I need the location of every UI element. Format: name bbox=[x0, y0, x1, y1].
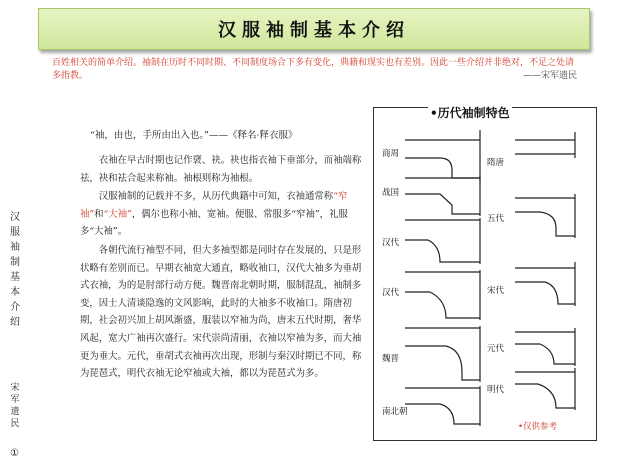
intro-body: 百姓相关的简单介绍。袖制在历时不同时期、不同制度场合下多有变化，典籍和现实也有差别。因此一些介绍并非绝对，不足之处请多指教。 bbox=[52, 58, 575, 81]
panel-title: •历代袖制特色 bbox=[430, 106, 510, 120]
sleeve-nanbeichao bbox=[405, 386, 480, 426]
sleeve-shangzhou bbox=[405, 130, 480, 182]
label-mingdai: 明代 bbox=[487, 385, 505, 395]
sleeve-weijin bbox=[405, 326, 480, 382]
label-shangzhou: 商周 bbox=[382, 149, 400, 159]
sleeve-songdai bbox=[515, 262, 575, 306]
label-handai-2: 汉代 bbox=[382, 288, 400, 298]
page-title: 汉服袖制基本介绍 bbox=[218, 20, 410, 41]
sleeve-handai-1 bbox=[405, 218, 480, 264]
sleeve-wudai bbox=[515, 194, 575, 238]
label-suitang: 隋唐 bbox=[487, 158, 505, 168]
sleeve-yuandai bbox=[515, 328, 575, 366]
sleeve-suitang bbox=[515, 132, 575, 158]
label-yuandai: 元代 bbox=[487, 344, 505, 354]
sleeve-mingdai bbox=[515, 368, 575, 410]
paragraph-3: 各朝代流行袖型不同，但大多袖型都是同时存在发展的，只是形状略有差别而已。早期衣袖宽大通直，略收袖口，汉代大袖多为垂胡式衣袖，为的是肘部行动方便。魏晋南北朝时期，服制混乱，袖制多变，因士人清谈隐逸的文风影响，此时的大袖多不收袖口。隋唐初期，社会初兴加上胡风渐盛，服装以窄袖为尚，唐末五代时期，奢华风起，宽大广袖再次盛行。宋代崇尚清丽，衣袖以窄袖为多，而大袖更为垂大。元代，垂胡式衣袖再次出现，形制与秦汉时期已不同，称为琵琶式，明代衣袖无论窄袖或大袖，都以为琵琶式为多。 bbox=[80, 244, 362, 380]
paragraph-1: 衣袖在早古时期也记作褎、袂。袂也指衣袖下垂部分，而袖端称祛，袂和祛合起来称袖。袖根则称为袖根。 bbox=[80, 155, 362, 184]
side-author: 宋军遗民 bbox=[10, 383, 20, 429]
label-weijin: 魏晋 bbox=[382, 354, 400, 364]
sleeve-handai-2 bbox=[405, 270, 480, 320]
page-number: ① bbox=[10, 448, 19, 459]
label-handai-1: 汉代 bbox=[382, 238, 400, 248]
paragraph-2: 汉服袖制的记载并不多，从历代典籍中可知，衣袖通常称“窄袖”和“大袖”，偶尔也称小袖、宽袖。便服、常服多“窄袖”，礼服多“大袖”。 bbox=[80, 191, 348, 238]
label-nanbeichao: 南北朝 bbox=[382, 407, 408, 417]
quote: “袖，由也，手所由出入也。”——《释名·释衣服》 bbox=[90, 130, 298, 141]
label-zhanguo: 战国 bbox=[382, 188, 400, 198]
sleeve-zhanguo bbox=[405, 176, 480, 216]
intro-author: ——宋军遗民 bbox=[522, 71, 577, 81]
label-wudai: 五代 bbox=[487, 214, 505, 224]
term-narrow-sleeve: “窄袖” bbox=[80, 191, 348, 220]
label-songdai: 宋代 bbox=[487, 286, 505, 296]
panel-note: •仅供参考 bbox=[518, 422, 558, 432]
term-wide-sleeve: “大袖” bbox=[103, 208, 132, 220]
side-title: 汉服袖制基本介绍 bbox=[10, 212, 20, 328]
